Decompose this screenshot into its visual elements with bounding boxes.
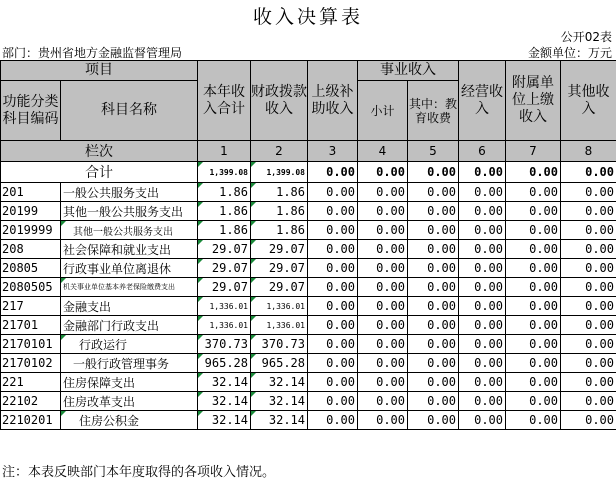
value-cell: 0.00 (308, 278, 358, 297)
value-cell: 370.73 (198, 335, 251, 354)
value-cell: 0.00 (308, 297, 358, 316)
value-cell: 0.00 (308, 335, 358, 354)
value-cell: 0.00 (408, 354, 459, 373)
value-cell: 0.00 (506, 411, 561, 430)
value-cell: 0.00 (506, 335, 561, 354)
table-row (1, 259, 616, 278)
table-row (1, 183, 616, 202)
value-cell: 0.00 (506, 183, 561, 202)
value-cell: 0.00 (408, 392, 459, 411)
total-value: 0.00 (506, 162, 561, 183)
value-cell: 0.00 (506, 202, 561, 221)
table-row (1, 316, 616, 335)
value-cell: 0.00 (308, 411, 358, 430)
value-cell: 0.00 (561, 411, 616, 430)
value-cell: 0.00 (561, 297, 616, 316)
value-cell: 0.00 (506, 373, 561, 392)
value-cell: 1.86 (198, 202, 251, 221)
value-cell: 29.07 (198, 278, 251, 297)
value-cell: 0.00 (459, 259, 506, 278)
function-code-cell: 2170102 (1, 354, 61, 373)
table-row (1, 411, 616, 430)
value-cell: 0.00 (506, 278, 561, 297)
value-cell: 0.00 (308, 316, 358, 335)
value-cell: 1.86 (198, 183, 251, 202)
item-name-cell: 住房公积金 (61, 411, 198, 430)
table-row (1, 335, 616, 354)
value-cell: 1,336.01 (198, 297, 251, 316)
value-cell: 29.07 (251, 259, 308, 278)
value-cell: 0.00 (408, 411, 459, 430)
value-cell: 32.14 (251, 373, 308, 392)
value-cell: 0.00 (459, 354, 506, 373)
value-cell: 32.14 (198, 392, 251, 411)
value-cell: 0.00 (358, 259, 408, 278)
value-cell: 32.14 (198, 411, 251, 430)
function-code-cell: 20199 (1, 202, 61, 221)
table-row (1, 202, 616, 221)
value-cell: 0.00 (459, 316, 506, 335)
value-cell: 965.28 (251, 354, 308, 373)
item-name-cell: 行政运行 (61, 335, 198, 354)
table-row (1, 278, 616, 297)
value-cell: 0.00 (358, 392, 408, 411)
total-value: 0.00 (358, 162, 408, 183)
value-cell: 0.00 (408, 221, 459, 240)
function-code-cell: 2210201 (1, 411, 61, 430)
value-cell: 0.00 (506, 221, 561, 240)
table-row (1, 221, 616, 240)
value-cell: 0.00 (308, 221, 358, 240)
value-cell: 0.00 (561, 259, 616, 278)
value-cell: 1.86 (251, 202, 308, 221)
department-label: 部门：贵州省地方金融监督管理局 (2, 46, 183, 60)
value-cell: 0.00 (308, 373, 358, 392)
value-cell: 0.00 (408, 202, 459, 221)
value-cell: 0.00 (358, 411, 408, 430)
column-index: 1 (198, 141, 251, 162)
function-code-cell: 2080505 (1, 278, 61, 297)
value-cell: 0.00 (459, 392, 506, 411)
value-cell: 370.73 (251, 335, 308, 354)
item-name-cell: 其他一般公共服务支出 (61, 221, 198, 240)
header-business-income: 事业收入 (358, 61, 459, 81)
function-code-cell: 201 (1, 183, 61, 202)
table-code: 公开02表 (560, 30, 612, 44)
value-cell: 0.00 (358, 373, 408, 392)
value-cell: 1,336.01 (251, 316, 308, 335)
footer-note: 注：本表反映部门本年度取得的各项收入情况。 (2, 465, 276, 480)
value-cell: 0.00 (506, 240, 561, 259)
table-row (1, 297, 616, 316)
value-cell: 29.07 (251, 240, 308, 259)
value-cell: 0.00 (561, 392, 616, 411)
value-cell: 0.00 (459, 373, 506, 392)
item-name-cell: 社会保障和就业支出 (61, 240, 198, 259)
item-name-cell: 其他一般公共服务支出 (61, 202, 198, 221)
item-name-cell: 金融支出 (61, 297, 198, 316)
header-total: 本年收入合计 (198, 61, 251, 141)
value-cell: 0.00 (561, 240, 616, 259)
value-cell: 0.00 (459, 335, 506, 354)
value-cell: 1,336.01 (198, 316, 251, 335)
value-cell: 0.00 (358, 221, 408, 240)
value-cell: 0.00 (561, 202, 616, 221)
header-other: 其他收入 (561, 61, 616, 141)
value-cell: 0.00 (358, 278, 408, 297)
amount-unit-label: 金额单位：万元 (527, 46, 612, 60)
value-cell: 32.14 (198, 373, 251, 392)
value-cell: 0.00 (358, 183, 408, 202)
header-fiscal: 财政拨款收入 (251, 61, 308, 141)
header-affiliate: 附属单位上缴收入 (506, 61, 561, 141)
table-body (1, 183, 616, 430)
value-cell: 0.00 (459, 278, 506, 297)
total-value: 0.00 (459, 162, 506, 183)
header-subtotal: 小计 (358, 81, 408, 141)
column-index-label: 栏次 (1, 141, 198, 162)
value-cell: 0.00 (459, 240, 506, 259)
column-index: 7 (506, 141, 561, 162)
header-edu-fee: 其中：教育收费 (408, 81, 459, 141)
value-cell: 0.00 (561, 221, 616, 240)
table-row (1, 392, 616, 411)
value-cell: 0.00 (459, 202, 506, 221)
value-cell: 0.00 (358, 335, 408, 354)
report-title: 收入决算表 (252, 6, 363, 28)
header-func-code: 功能分类科目编码 (1, 81, 61, 141)
item-name-cell: 机关事业单位基本养老保险缴费支出 (61, 278, 198, 297)
value-cell: 0.00 (308, 259, 358, 278)
value-cell: 32.14 (251, 411, 308, 430)
header-item: 项目 (1, 61, 198, 81)
item-name-cell: 住房保障支出 (61, 373, 198, 392)
value-cell: 0.00 (408, 278, 459, 297)
function-code-cell: 21701 (1, 316, 61, 335)
item-name-cell: 一般公共服务支出 (61, 183, 198, 202)
total-value: 1,399.08 (251, 162, 308, 183)
item-name-cell: 行政事业单位离退休 (61, 259, 198, 278)
total-value: 0.00 (308, 162, 358, 183)
total-label: 合计 (1, 162, 198, 183)
function-code-cell: 221 (1, 373, 61, 392)
value-cell: 1.86 (198, 221, 251, 240)
function-code-cell: 22102 (1, 392, 61, 411)
value-cell: 0.00 (358, 240, 408, 259)
value-cell: 29.07 (198, 259, 251, 278)
value-cell: 0.00 (408, 297, 459, 316)
value-cell: 0.00 (308, 240, 358, 259)
value-cell: 0.00 (506, 354, 561, 373)
value-cell: 29.07 (251, 278, 308, 297)
value-cell: 0.00 (459, 221, 506, 240)
value-cell: 0.00 (561, 183, 616, 202)
table-row (1, 240, 616, 259)
column-index: 6 (459, 141, 506, 162)
table-row (1, 354, 616, 373)
value-cell: 0.00 (561, 335, 616, 354)
value-cell: 0.00 (506, 259, 561, 278)
value-cell: 0.00 (358, 297, 408, 316)
value-cell: 0.00 (459, 411, 506, 430)
column-index: 2 (251, 141, 308, 162)
value-cell: 0.00 (561, 316, 616, 335)
value-cell: 0.00 (408, 183, 459, 202)
value-cell: 0.00 (308, 392, 358, 411)
item-name-cell: 住房改革支出 (61, 392, 198, 411)
value-cell: 0.00 (408, 373, 459, 392)
value-cell: 1.86 (251, 221, 308, 240)
value-cell: 0.00 (506, 392, 561, 411)
header-operating: 经营收入 (459, 61, 506, 141)
column-index: 5 (408, 141, 459, 162)
value-cell: 1,336.01 (251, 297, 308, 316)
column-index: 8 (561, 141, 616, 162)
total-value: 1,399.08 (198, 162, 251, 183)
function-code-cell: 2170101 (1, 335, 61, 354)
value-cell: 0.00 (358, 316, 408, 335)
value-cell: 0.00 (358, 202, 408, 221)
item-name-cell: 一般行政管理事务 (61, 354, 198, 373)
function-code-cell: 20805 (1, 259, 61, 278)
value-cell: 0.00 (506, 297, 561, 316)
total-value: 0.00 (561, 162, 616, 183)
total-value: 0.00 (408, 162, 459, 183)
function-code-cell: 2019999 (1, 221, 61, 240)
value-cell: 0.00 (459, 183, 506, 202)
header-item-name: 科目名称 (61, 81, 198, 141)
value-cell: 0.00 (561, 354, 616, 373)
value-cell: 0.00 (408, 316, 459, 335)
function-code-cell: 217 (1, 297, 61, 316)
value-cell: 0.00 (308, 202, 358, 221)
value-cell: 0.00 (459, 297, 506, 316)
value-cell: 0.00 (561, 373, 616, 392)
header-upper-subsidy: 上级补助收入 (308, 61, 358, 141)
value-cell: 1.86 (251, 183, 308, 202)
column-index: 3 (308, 141, 358, 162)
value-cell: 32.14 (251, 392, 308, 411)
value-cell: 0.00 (561, 278, 616, 297)
value-cell: 0.00 (506, 316, 561, 335)
column-index: 4 (358, 141, 408, 162)
table-row (1, 373, 616, 392)
value-cell: 965.28 (198, 354, 251, 373)
item-name-cell: 金融部门行政支出 (61, 316, 198, 335)
function-code-cell: 208 (1, 240, 61, 259)
value-cell: 29.07 (198, 240, 251, 259)
income-table (0, 60, 616, 430)
value-cell: 0.00 (408, 259, 459, 278)
value-cell: 0.00 (308, 183, 358, 202)
value-cell: 0.00 (308, 354, 358, 373)
value-cell: 0.00 (358, 354, 408, 373)
value-cell: 0.00 (408, 240, 459, 259)
value-cell: 0.00 (408, 335, 459, 354)
